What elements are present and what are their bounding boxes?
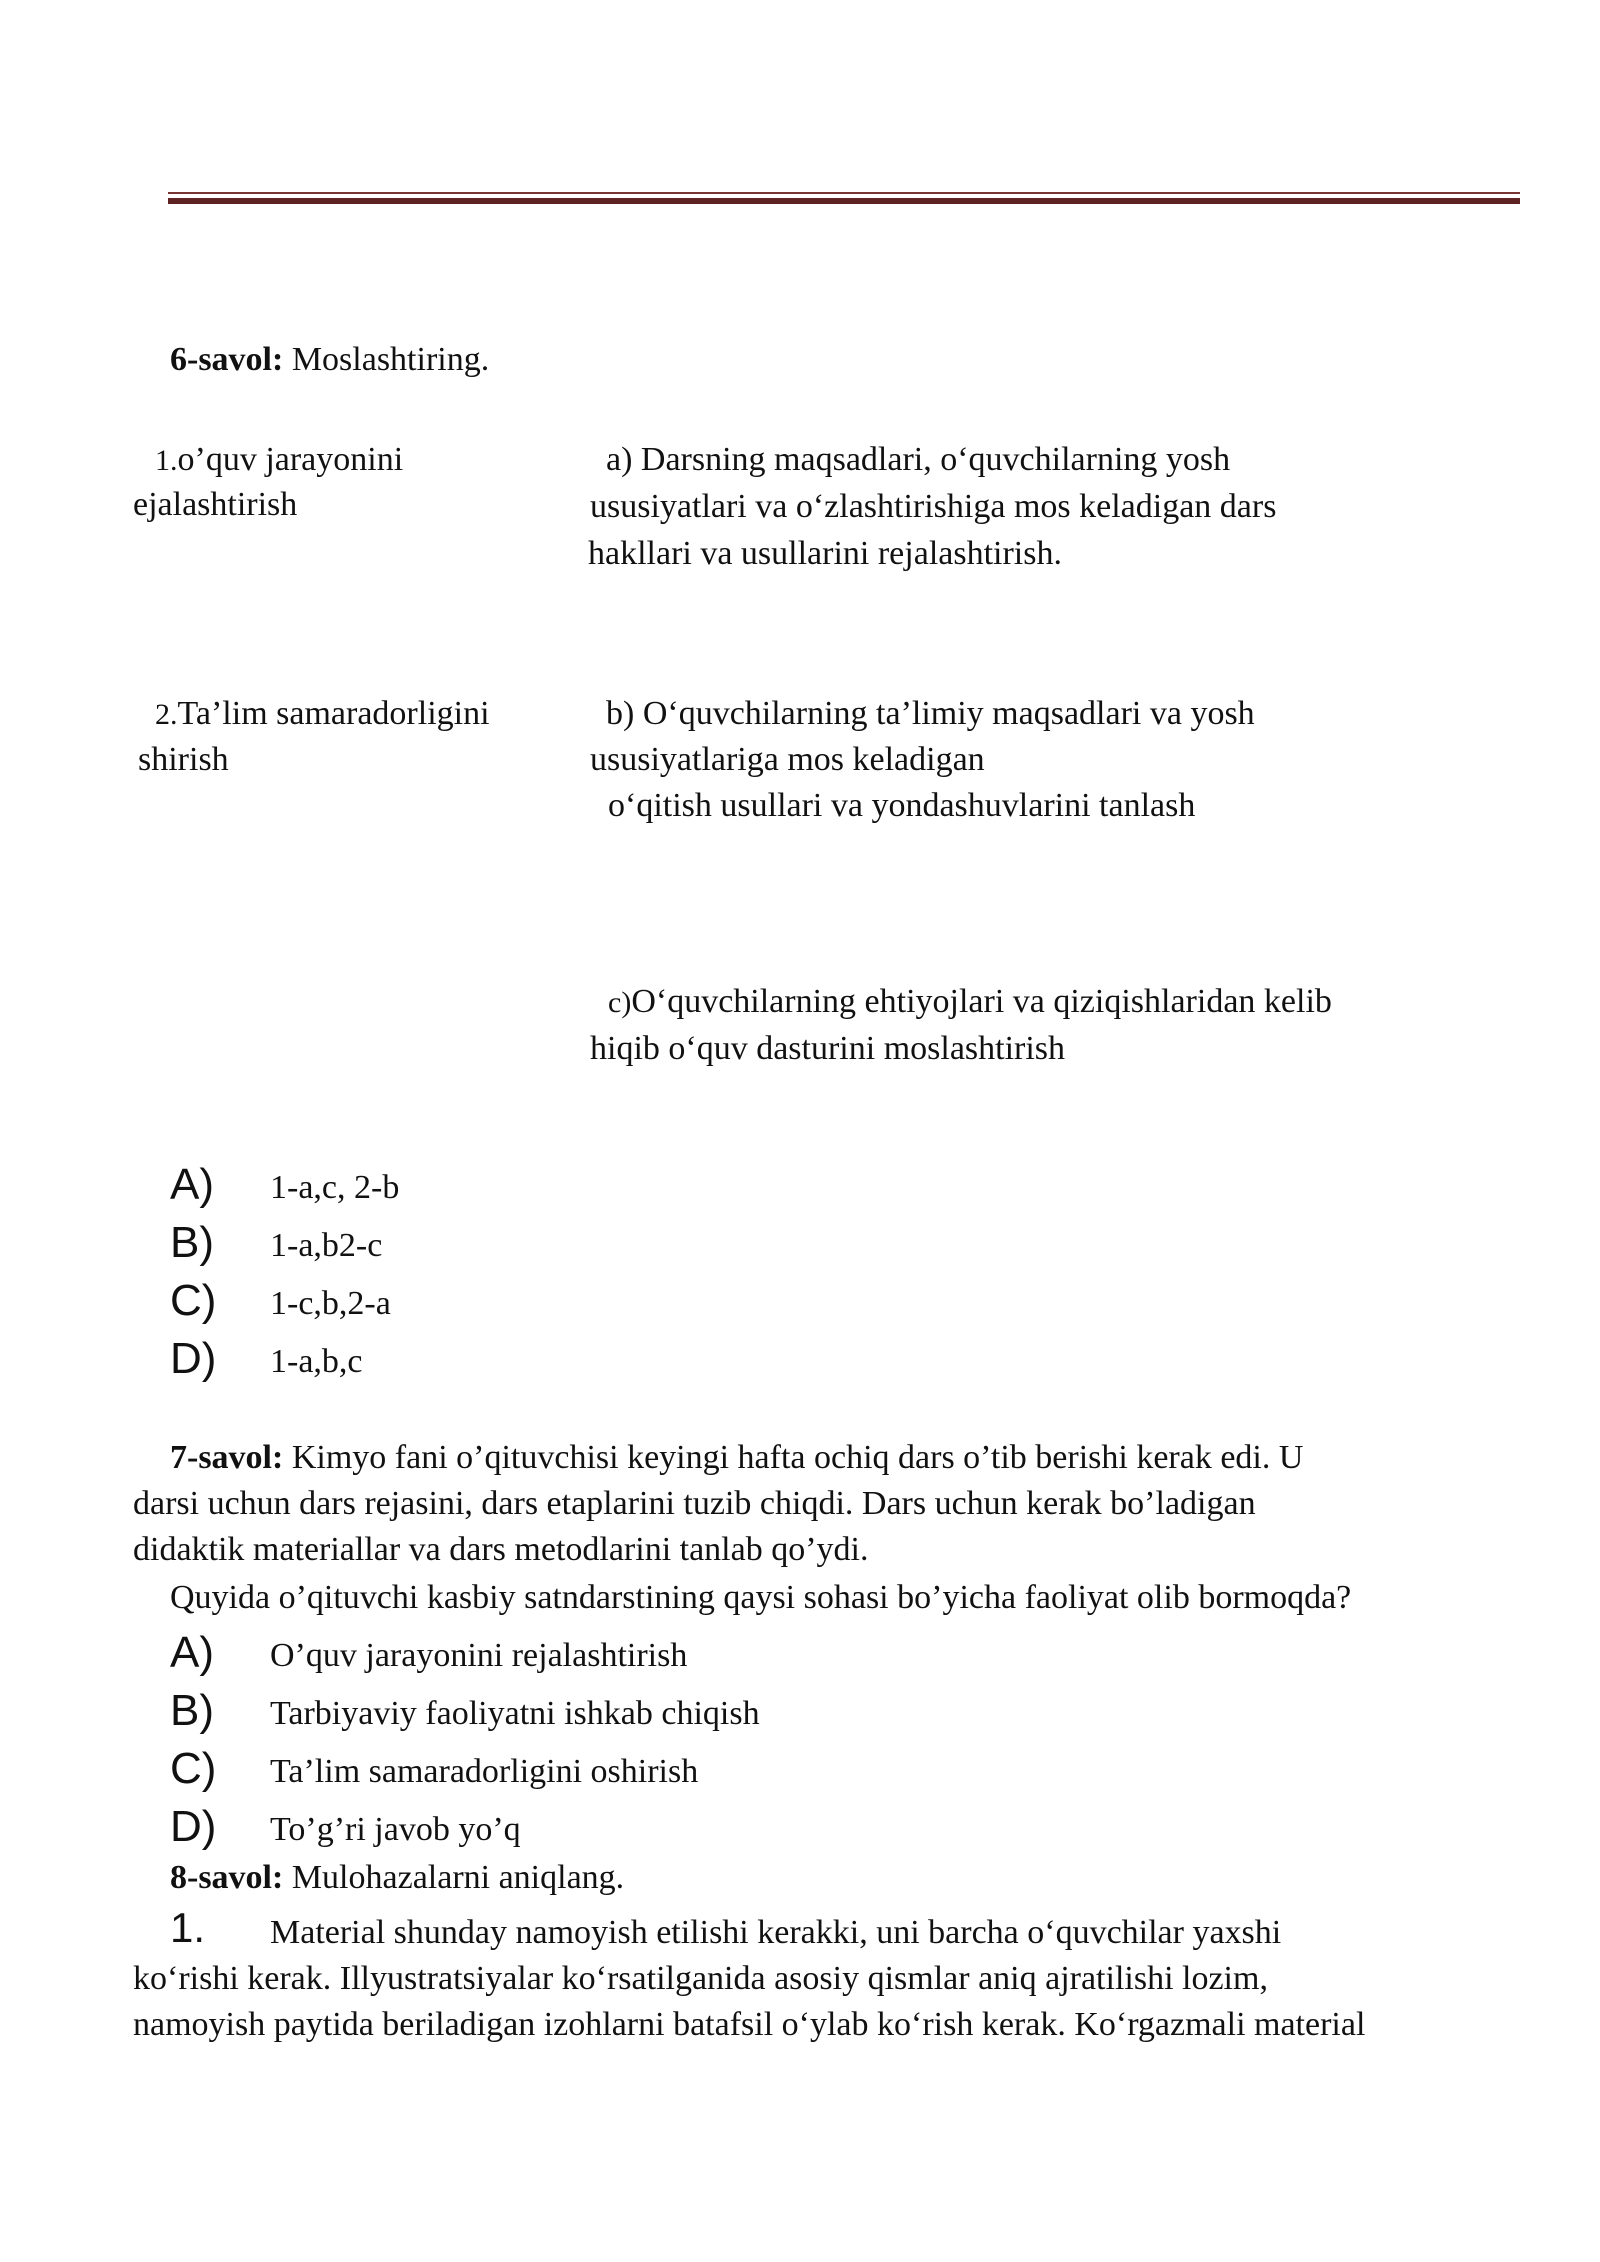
q6-left-item-2-text: Ta’lim samaradorligini <box>177 695 490 732</box>
q7-option-c-letter: C) <box>170 1744 217 1793</box>
q7-option-d-letter: D) <box>170 1802 217 1851</box>
q6-option-a-text: 1-a,c, 2-b <box>270 1169 400 1206</box>
q8-label: 8-savol: <box>170 1859 284 1896</box>
q8-heading <box>170 1855 624 1901</box>
q6-option-b-text: 1-a,b2-c <box>270 1227 383 1264</box>
q6-label: 6-savol: <box>170 341 284 378</box>
q6-right-c-prefix: c) <box>608 986 632 1019</box>
q6-option-d-letter: D) <box>170 1334 217 1383</box>
q6-option-c-letter: C) <box>170 1276 217 1325</box>
q6-option-d-text: 1-a,b,c <box>270 1343 363 1380</box>
q7-option-d-text: To’g’ri javob yo’q <box>270 1811 521 1848</box>
q8-item-line3: namoyish paytida beriladigan izohlarni batafsil o‘ylab ko‘rish kerak. Ko‘rgazmali material <box>133 2006 1366 2043</box>
q6-right-a-line2: ususiyatlari va o‘zlashtirishiga mos keladigan dars <box>590 488 1277 525</box>
q7-option-a-text: O’quv jarayonini rejalashtirish <box>270 1637 688 1674</box>
q6-left-item-1-text: o’quv jarayonini <box>177 441 404 478</box>
q6-left-item-2-line2: shirish <box>138 741 229 778</box>
q6-text: Moslashtiring. <box>283 341 490 378</box>
q7-option-c-text: Ta’lim samaradorligini oshirish <box>270 1753 699 1790</box>
q7-body-line3: didaktik materiallar va dars metodlarini tanlab qo’ydi. <box>133 1531 869 1568</box>
q7-text-line1: Kimyo fani o’qituvchisi keyingi hafta ochiq dars o’tib berishi kerak edi. U <box>283 1439 1304 1476</box>
q7-option-b-text: Tarbiyaviy faoliyatni ishkab chiqish <box>270 1695 760 1732</box>
q6-right-a-line1: a) Darsning maqsadlari, o‘quvchilarning yosh <box>606 441 1231 478</box>
q7-option-a-letter: A) <box>170 1628 214 1677</box>
q6-left-item-1-line1 <box>155 437 403 484</box>
q8-text: Mulohazalarni aniqlang. <box>283 1859 625 1896</box>
q6-right-b-line3: o‘qitish usullari va yondashuvlarini tanlash <box>608 787 1196 824</box>
q6-right-a-line3: hakllari va usullarini rejalashtirish. <box>588 535 1062 572</box>
q6-option-b-letter: B) <box>170 1218 214 1267</box>
q6-left-item-2-line1 <box>155 691 490 738</box>
q7-label: 7-savol: <box>170 1439 284 1476</box>
q6-right-c-line1 <box>608 979 1332 1026</box>
q6-left-item-2-number: 2. <box>155 698 178 731</box>
header-rule-thin <box>168 192 1520 194</box>
q6-left-item-1-line2: ejalashtirish <box>133 486 298 523</box>
q6-option-a-letter: A) <box>170 1160 214 1209</box>
q6-left-item-1-number: 1. <box>155 444 178 477</box>
q6-option-c-text: 1-c,b,2-a <box>270 1285 391 1322</box>
q7-body-line2: darsi uchun dars rejasini, dars etaplarini tuzib chiqdi. Dars uchun kerak bo’ladigan <box>133 1485 1256 1522</box>
q7-body-line1 <box>170 1435 1303 1481</box>
q6-right-b-line2: ususiyatlariga mos keladigan <box>590 741 985 778</box>
q8-item-line2: ko‘rishi kerak. Illyustratsiyalar ko‘rsatilganida asosiy qismlar aniq ajratilishi lozim, <box>133 1960 1268 1997</box>
q6-heading <box>170 337 489 383</box>
q6-right-c-text: O‘quvchilarning ehtiyojlari va qiziqishlaridan kelib <box>631 983 1332 1020</box>
q6-right-b-line1: b) O‘quvchilarning ta’limiy maqsadlari va yosh <box>606 695 1255 732</box>
q8-item-number: 1. <box>170 1904 206 1951</box>
q8-item-line1: Material shunday namoyish etilishi kerakki, uni barcha o‘quvchilar yaxshi <box>270 1914 1282 1951</box>
header-rule-thick <box>168 198 1520 204</box>
q6-right-c-line2: hiqib o‘quv dasturini moslashtirish <box>590 1030 1066 1067</box>
q7-question: Quyida o’qituvchi kasbiy satndarstining qaysi sohasi bo’yicha faoliyat olib bormoqda? <box>170 1579 1352 1616</box>
q7-option-b-letter: B) <box>170 1686 214 1735</box>
